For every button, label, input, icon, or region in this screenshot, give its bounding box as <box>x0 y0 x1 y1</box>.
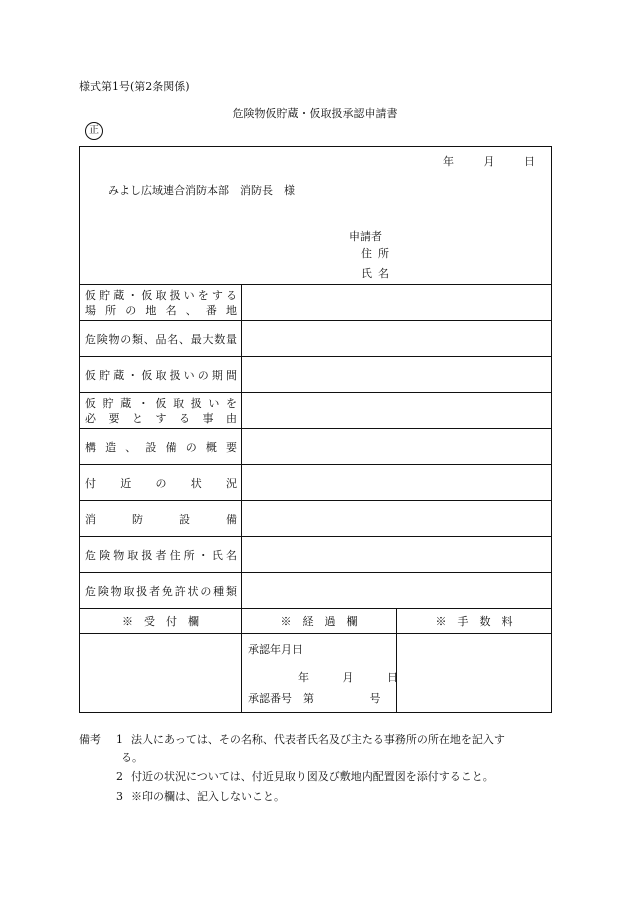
row-input-location[interactable] <box>242 285 552 321</box>
row-label-reason-line1: 仮 貯 蔵 ・ 仮 取 扱 い を <box>85 396 237 410</box>
row-label-structure-text: 構 造 、 設 備 の 概 要 <box>85 440 237 454</box>
approval-number-suffix: 号 <box>369 692 381 705</box>
progress-header: ※ 経 過 欄 <box>242 609 397 634</box>
row-label-hazmat-text: 危 険 物 の 類 、 品 名 、 最 大 数 量 <box>85 332 237 346</box>
row-label-license-type <box>80 573 242 609</box>
applicant-name-field[interactable]: 氏名 <box>361 267 395 280</box>
row-label-license-type-text: 危 険 物 取 扱 者 免 許 状 の 種 類 <box>85 584 237 598</box>
reception-header: ※ 受 付 欄 <box>80 609 242 634</box>
row-label-reason-line2: 必 要 と す る 事 由 <box>85 411 237 425</box>
form-reference: 様式第1号(第2条関係) <box>79 80 190 93</box>
row-label-hazmat <box>80 321 242 357</box>
row-input-hazmat[interactable] <box>242 321 552 357</box>
row-label-period <box>80 357 242 393</box>
row-label-location-line2: 場 所 の 地 名 、 番 地 <box>85 303 237 317</box>
row-input-handler-info[interactable] <box>242 537 552 573</box>
remark-1-continuation: る。 <box>121 751 143 764</box>
date-month-label: 月 <box>483 155 495 168</box>
row-label-location-line1: 仮 貯 蔵 ・ 仮 取 扱 い を す る <box>85 288 237 302</box>
row-label-handler-info <box>80 537 242 573</box>
row-label-surroundings <box>80 465 242 501</box>
row-label-reason <box>80 393 242 429</box>
approval-number-prefix: 承認番号 第 <box>248 692 314 705</box>
addressee: みよし広域連合消防本部 消防長 様 <box>108 184 295 197</box>
remarks-label: 備考 <box>79 733 101 746</box>
original-seal-mark: 正 <box>85 122 103 140</box>
fee-header: ※ 手 数 料 <box>397 609 552 634</box>
approval-day-label: 日 <box>387 671 398 684</box>
row-label-handler-info-text: 危 険 物 取 扱 者 住 所 ・ 氏 名 <box>85 548 237 562</box>
approval-month-label: 月 <box>342 671 354 684</box>
row-label-fire-equipment <box>80 501 242 537</box>
row-input-reason[interactable] <box>242 393 552 429</box>
date-day-label: 日 <box>524 155 536 168</box>
row-label-fire-equipment-text: 消 防 設 備 <box>85 512 237 526</box>
approval-number-label <box>248 692 381 706</box>
applicant-label: 申請者 <box>349 230 382 243</box>
remark-1-text: 法人にあっては、その名称、代表者氏名及び主たる事務所の所在地を記入す <box>131 733 505 746</box>
applicant-address-field[interactable]: 住所 <box>361 247 395 260</box>
form-title: 危険物仮貯蔵・仮取扱承認申請書 <box>232 107 398 120</box>
progress-cell <box>242 634 397 713</box>
approval-date-label: 承認年月日 <box>248 643 303 656</box>
remark-3-text: ※印の欄は、記入しないこと。 <box>131 790 285 803</box>
approval-year-label: 年 <box>298 671 309 684</box>
application-form-table <box>79 146 552 713</box>
remark-2-text: 付近の状況については、付近見取り図及び敷地内配置図を添付すること。 <box>131 770 494 783</box>
remark-3-number: 3 <box>116 790 123 803</box>
row-label-location <box>80 285 242 321</box>
row-label-period-text: 仮 貯 蔵 ・ 仮 取 扱 い の 期 間 <box>85 368 237 382</box>
fee-cell <box>397 634 552 713</box>
row-input-period[interactable] <box>242 357 552 393</box>
remark-2-number: 2 <box>116 770 123 783</box>
row-input-fire-equipment[interactable] <box>242 501 552 537</box>
remark-1-number: 1 <box>116 733 123 746</box>
row-input-surroundings[interactable] <box>242 465 552 501</box>
row-label-surroundings-text: 付 近 の 状 況 <box>85 476 237 490</box>
remarks-section <box>79 733 559 813</box>
application-date[interactable] <box>417 155 535 169</box>
application-header-cell <box>80 147 552 285</box>
row-input-license-type[interactable] <box>242 573 552 609</box>
reception-cell <box>80 634 242 713</box>
date-year-label: 年 <box>443 155 455 168</box>
row-label-structure <box>80 429 242 465</box>
row-input-structure[interactable] <box>242 429 552 465</box>
